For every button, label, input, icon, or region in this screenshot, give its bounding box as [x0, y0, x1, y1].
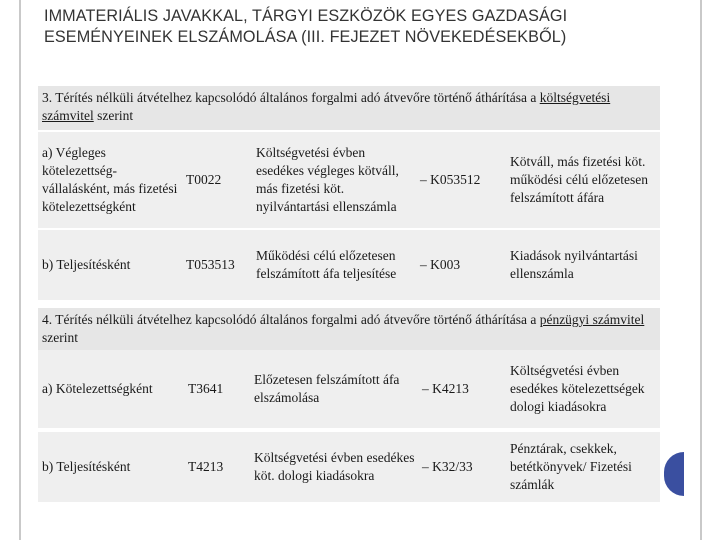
section4-heading	[38, 308, 660, 350]
credit-description: Kiadások nyilvántartási ellenszámla	[510, 248, 638, 281]
debit-description: Működési célú előzetesen felszámított áfa teljesítése	[256, 248, 397, 281]
debit-account: T053513	[186, 257, 235, 272]
credit-account: – K053512	[420, 172, 481, 187]
debit-account: T0022	[186, 172, 222, 187]
section4-row-b	[38, 432, 660, 502]
credit-account: – K003	[420, 257, 461, 272]
debit-description: Előzetesen felszámított áfa elszámolása	[254, 372, 400, 405]
slide-accent-tab	[664, 452, 684, 496]
section4-row-a	[38, 350, 660, 428]
debit-description: Költségvetési évben esedékes végleges kötváll, más fizetési köt. nyilvántartási ellenszámla	[256, 145, 399, 214]
section3-heading-suffix: szerint	[93, 108, 134, 123]
debit-description: Költségvetési évben esedékes köt. dologi kiadásokra	[254, 450, 415, 483]
section4-heading-suffix: szerint	[42, 330, 78, 345]
section3-heading-prefix: 3. Térítés nélküli átvételhez kapcsolódó általános forgalmi adó átvevőre történő áthárítása a	[42, 90, 540, 105]
section4-heading-prefix: 4. Térítés nélküli átvételhez kapcsolódó általános forgalmi adó átvevőre történő áthárítása a	[42, 312, 540, 327]
credit-description: Kötváll, más fizetési köt. működési célú előzetesen felszámított áfára	[510, 154, 648, 205]
section3-heading-underlined: költségvetési számvitel	[42, 90, 611, 123]
section4-heading-underlined: pénzügyi számvitel	[539, 312, 645, 327]
slide-title: IMMATERIÁLIS JAVAKKAL, TÁRGYI ESZKÖZÖK EGYES GAZDASÁGI ESEMÉNYEINEK ELSZÁMOLÁSA (III. FEJEZET NÖVEKEDÉSEKBŐL)	[44, 7, 568, 46]
debit-account: T3641	[188, 381, 224, 396]
row-label: b) Teljesítésként	[42, 257, 131, 272]
credit-account: – K32/33	[422, 459, 473, 474]
credit-account: – K4213	[422, 381, 469, 396]
row-label: a) Kötelezettségként	[42, 381, 153, 396]
section3-heading	[38, 86, 660, 130]
section3-row-b	[38, 230, 660, 300]
row-label: b) Teljesítésként	[42, 459, 131, 474]
left-decorative-rule	[19, 0, 21, 540]
credit-description: Költségvetési évben esedékes kötelezettségek dologi kiadásokra	[510, 363, 645, 414]
debit-account: T4213	[188, 459, 224, 474]
section3-row-a	[38, 132, 660, 228]
credit-description: Pénztárak, csekkek, betétkönyvek/ Fizetési számlák	[510, 441, 632, 492]
right-decorative-rule	[700, 0, 702, 540]
row-label: a) Végleges kötelezettség-vállalásként, más fizetési kötelezettségként	[42, 145, 178, 214]
